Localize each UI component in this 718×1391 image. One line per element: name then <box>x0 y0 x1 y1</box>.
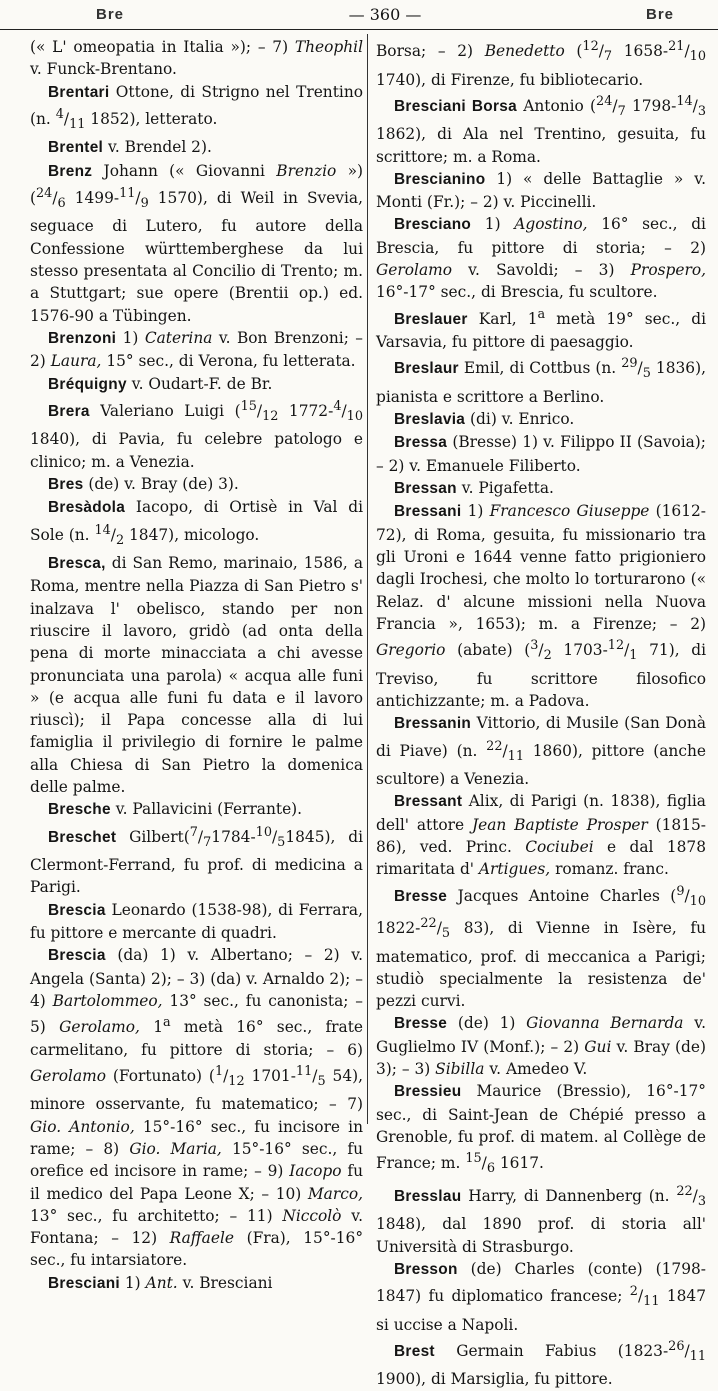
entry-headword: Bressanin <box>394 715 472 733</box>
entry-headword: Brescianino <box>394 170 486 188</box>
dictionary-entry: Bresche v. Pallavicini (Ferrante). <box>48 800 303 819</box>
entry-headword: Breslavia <box>394 411 466 429</box>
dictionary-entry: Breslavia (di) v. Enrico. <box>394 410 575 429</box>
entry-headword: Bressa <box>394 434 448 452</box>
dictionary-entry: Bresca, di San Remo, marinaio, 1586, a Roma, mentre nella Piazza di San Pietro s' inalzava l' obelisco, stando per non riuscire il lavoro, gridò (ad onta della pena di morte minacciata a chi avesse pronunciata una parola) « acqua alle funi » (e acqua alle funi fu data e il lavoro riuscì); il Papa concesse alla di lui famiglia il privilegio di fornire le palme alla Chiesa di San Pietro la domenica delle palme. <box>30 554 363 797</box>
dictionary-entry: Breslauer Karl, 1$^a$ metà 19° sec., di Varsavia, fu pittore di paesaggio. <box>376 306 706 352</box>
dictionary-entry: Bresse Jacques Antoine Charles ($^9/_{10}$ $1822-^{22}/_5$ 83), di Vienne in Isère, fu matematico, prof. di meccanica a Parigi; studiò specialmente la resistenza de' pezzi curvi. <box>376 883 706 1011</box>
dictionary-entry: Bresslau Harry, di Dannenberg (n. $^{22}/_3$ 1848), dal 1890 prof. di storia all' Università di Strasburgo. <box>376 1183 706 1256</box>
dictionary-entry: Brescia Leonardo (1538-98), di Ferrara, fu pittore e mercante di quadri. <box>30 900 363 942</box>
entry-headword: Bresche <box>48 801 111 819</box>
dictionary-entry: Bressant Alix, di Parigi (n. 1838), figlia dell' attore Jean Baptiste Prosper (1815-86), ved. Princ. Cociubei e dal 1878 rimaritata d' Artigues, romanz. franc. <box>376 792 706 879</box>
dictionary-entry: Brera Valeriano Luigi ($^{15}/_{12}$ $1772-^4/_{10}$ 1840), di Pavia, fu celebre patologo e clinico; m. a Venezia. <box>30 398 363 471</box>
entry-headword: Bres <box>48 475 84 493</box>
page-header <box>0 0 718 30</box>
header-left-headword: Bre <box>96 6 125 23</box>
dictionary-entry: Bres (de) v. Bray (de) 3). <box>48 474 239 493</box>
dictionary-entry: Bressieu Maurice (Bressio), 16°-17° sec., di Saint-Jean de Chépié presso a Grenoble, fu prof. di matem. al Collège de France; m. $^{15}/_6$ 1617. <box>376 1082 706 1177</box>
column-divider <box>367 34 368 1124</box>
entry-headword: Bressant <box>394 793 463 811</box>
entry-headword: Bresse <box>394 1015 448 1033</box>
dictionary-entry: Bressa (Bresse) 1) v. Filippo II (Savoia); – 2) v. Emanuele Filiberto. <box>376 433 706 475</box>
entry-headword: Brenz <box>48 162 93 180</box>
entry-headword: Brescia <box>48 947 106 965</box>
entry-headword: Breslauer <box>394 310 468 328</box>
dictionary-entry: Brescianino 1) « delle Battaglie » v. Monti (Fr.); – 2) v. Piccinelli. <box>376 169 706 212</box>
dictionary-entry: Bresciani Borsa Antonio ($^{24}/_7$ $1798-^{14}/_3$ 1862), di Ala nel Trentino, gesuita, fu scrittore; m. a Roma. <box>376 93 707 166</box>
page-number: — 360 — <box>348 5 422 24</box>
entry-headword: Bressan <box>394 480 457 498</box>
dictionary-entry: Bressan v. Pigafetta. <box>394 479 554 498</box>
dictionary-entry: Bresciani 1) Ant. v. Bresciani <box>48 1273 273 1292</box>
dictionary-entry: Bresàdola Iacopo, di Ortisè in Val di Sole (n. $^{14}/_2$ 1847), micologo. <box>30 498 363 548</box>
dictionary-entry: Bresciano 1) Agostino, 16° sec., di Brescia, fu pittore di storia; – 2) Gerolamo v. Savoldi; – 3) Prospero, 16°-17° sec., di Brescia, fu scultore. <box>376 215 706 302</box>
entry-headword: Brentari <box>48 83 110 101</box>
entry-headword: Bresciano <box>394 216 472 234</box>
right-column <box>376 36 706 1391</box>
dictionary-entry: Borsa; – 2) Benedetto ($^{12}/_7$ $1658-^{21}/_{10}$ 1740), di Firenze, fu bibliotecario. <box>376 39 706 89</box>
entry-headword: Brescia <box>48 901 106 919</box>
entry-headword: Bréquigny <box>48 375 127 393</box>
header-right-headword: Bre <box>645 6 674 23</box>
entry-headword: Bresca, <box>48 555 106 573</box>
dictionary-entry: Brenzoni 1) Caterina v. Bon Brenzoni; – 2) Laura, 15° sec., di Verona, fu letterata. <box>30 328 363 371</box>
entry-headword: Bresciani <box>48 1274 120 1292</box>
dictionary-entry: Brentel v. Brendel 2). <box>48 138 212 157</box>
dictionary-entry: Brentari Ottone, di Strigno nel Trentino (n. $^4/_{11}$ 1852), letterato. <box>30 82 363 133</box>
dictionary-entry: Brescia (da) 1) v. Albertano; – 2) v. Angela (Santa) 2); – 3) (da) v. Arnaldo 2); – 4) Bartolommeo, 13° sec., fu canonista; – 5) Gerolamo, 1$^a$ metà 16° sec., frate carmelitano, fu pittore di storia; – 6) Gerolamo (Fortunato) ($^1/_{12}$ $1701-^{11}/_5$ 54), minore osservante, fu matematico; – 7) Gio. Antonio, 15°-16° sec., fu incisore in rame; – 8) Gio. Maria, 15°-16° sec., fu orefice ed incisore in rame; – 9) Iacopo fu il medico del Papa Leone X; – 10) Marco, 13° sec., fu architetto; – 11) Niccolò v. Fontana; – 12) Raffaele (Fra), 15°-16° sec., fu intarsiatore. <box>30 946 364 1270</box>
entry-headword: Bresson <box>394 1260 458 1278</box>
entry-headword: Bresciani Borsa <box>394 97 518 115</box>
entry-headword: Brenzoni <box>48 329 117 347</box>
entry-headword: Brest <box>394 1343 435 1361</box>
left-column <box>30 36 363 1295</box>
dictionary-entry: Bréquigny v. Oudart-F. de Br. <box>48 374 273 393</box>
entry-headword: Bresàdola <box>48 499 126 517</box>
dictionary-entry: Bressanin Vittorio, di Musile (San Donà di Piave) (n. $^{22}/_{11}$ 1860), pittore (anche scultore) a Venezia. <box>376 714 706 789</box>
entry-headword: Bresslau <box>394 1187 462 1205</box>
dictionary-entry: Breslaur Emil, di Cottbus (n. $^{29}/_5$ 1836), pianista e scrittore a Berlino. <box>376 356 706 406</box>
dictionary-entry: Brest Germain Fabius ($1823-^{26}/_{11}$ 1900), di Marsiglia, fu pittore. <box>376 1338 706 1389</box>
entry-headword: Bressani <box>394 503 462 521</box>
dictionary-entry: Breschet $Gilbert(^7/_71784-^{10}/_51845)$, di Clermont-Ferrand, fu prof. di medicina a Parigi. <box>30 824 363 897</box>
dictionary-entry: (« L' omeopatia in Italia »); – 7) Theophil v. Funck-Brentano. <box>30 38 363 79</box>
dictionary-entry: Brenz Johann (« Giovanni Brenzio ») ($^{24}/_6$ $1499-^{11}/_9$ 1570), di Weil in Svevia, seguace di Lutero, fu autore della Confessione württemberghese da lui stesso presentata al Concilio di Trento; m. a Stuttgart; sue opere (Brentii op.) ed. 1576-90 a Tübingen. <box>30 161 363 325</box>
entry-headword: Bresse <box>394 887 448 905</box>
entry-headword: Breslaur <box>394 360 459 378</box>
entry-headword: Brera <box>48 402 90 420</box>
entry-headword: Brentel <box>48 139 104 157</box>
entry-headword: Bressieu <box>394 1083 462 1101</box>
entry-headword: Breschet <box>48 828 117 846</box>
dictionary-entry: Bresse (de) 1) Giovanna Bernarda v. Guglielmo IV (Monf.); – 2) Gui v. Bray (de) 3); – 3) Sibilla v. Amedeo V. <box>376 1014 706 1079</box>
dictionary-entry: Bresson (de) Charles (conte) (1798-1847) fu diplomatico francese; $^2/_{11}$ 1847 si uccise a Napoli. <box>376 1259 706 1334</box>
dictionary-entry: Bressani 1) Francesco Giuseppe (1612-72), di Roma, gesuita, fu missionario tra gli Uroni e 1644 venne fatto prigioniero dagli Irochesi, che molto lo torturarono (« Relaz. d' alcune missioni nella Nuova Francia », 1653); m. a Firenze; – 2) Gregorio (abate) ($^3/_2$ $1703-^{12}/_1$ 71), di Treviso, fu scrittore filosofico antichizzante; m. a Padova. <box>376 502 707 710</box>
